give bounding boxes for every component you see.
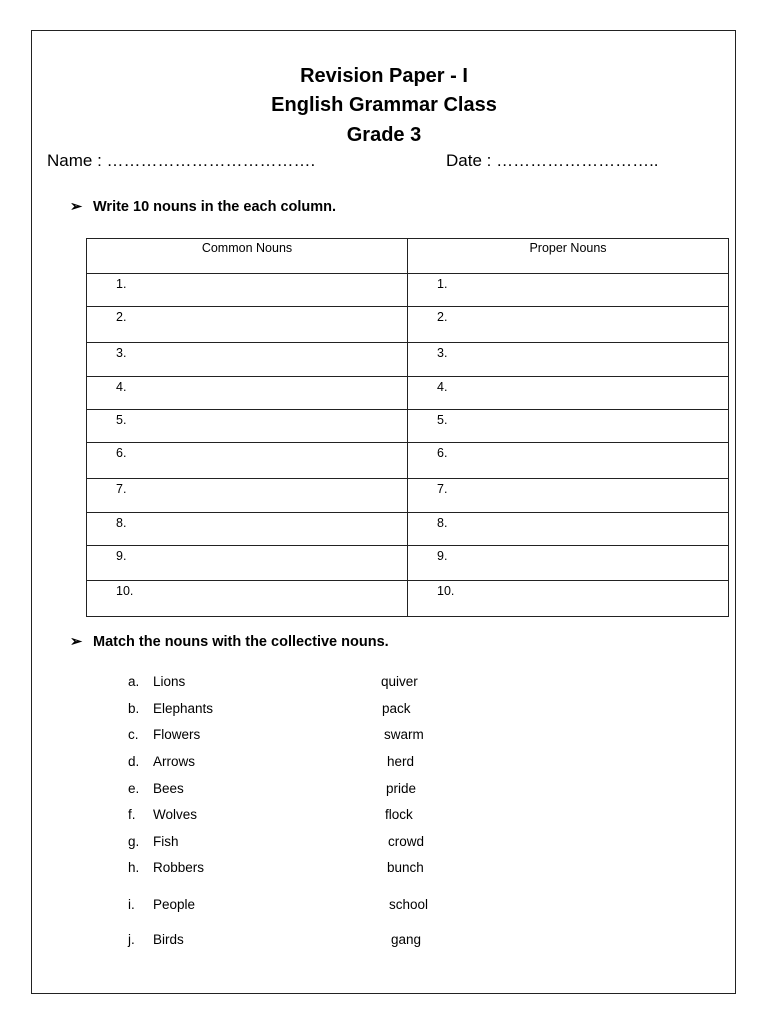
instruction-text: Write 10 nouns in the each column. — [93, 199, 337, 215]
proper-noun-cell[interactable] — [408, 307, 729, 343]
row-number: 9. — [116, 549, 127, 563]
collective-noun-label: quiver — [381, 674, 418, 689]
match-item — [0, 699, 768, 719]
common-noun-cell[interactable] — [87, 343, 408, 377]
table-row — [87, 581, 729, 617]
noun-label: Bees — [153, 781, 184, 796]
proper-noun-cell[interactable] — [408, 479, 729, 513]
row-number: 1. — [437, 277, 448, 291]
table-row — [87, 513, 729, 546]
match-item — [0, 832, 768, 852]
proper-noun-cell[interactable] — [408, 581, 729, 617]
grade-title: Grade 3 — [346, 124, 422, 146]
common-noun-cell[interactable] — [87, 274, 408, 307]
row-number: 7. — [437, 482, 448, 496]
row-number: 4. — [116, 380, 127, 394]
noun-label: People — [153, 897, 196, 912]
row-number: 8. — [116, 516, 127, 530]
collective-noun-label: crowd — [388, 834, 425, 849]
match-item — [0, 779, 768, 799]
proper-noun-cell[interactable] — [408, 443, 729, 479]
table-row — [87, 307, 729, 343]
common-noun-cell[interactable] — [87, 377, 408, 410]
match-item — [0, 725, 768, 745]
table-row — [87, 274, 729, 307]
collective-noun-label: pride — [386, 781, 417, 796]
match-item — [0, 672, 768, 692]
nouns-instruction — [70, 197, 336, 217]
noun-label: Wolves — [153, 807, 198, 822]
nouns-table — [86, 238, 729, 617]
match-item — [0, 805, 768, 825]
collective-noun-label: school — [389, 897, 429, 912]
match-item — [0, 858, 768, 878]
item-letter: a. — [128, 674, 140, 689]
row-number: 6. — [437, 446, 448, 460]
row-number: 2. — [437, 310, 448, 324]
arrow-bullet-icon: ➢ — [70, 199, 83, 215]
item-letter: g. — [128, 834, 140, 849]
noun-label: Flowers — [153, 727, 201, 742]
instruction-text: Match the nouns with the collective nouns. — [93, 634, 389, 650]
item-letter: h. — [128, 860, 140, 875]
table-row — [87, 546, 729, 581]
table-row — [87, 410, 729, 443]
row-number: 5. — [437, 413, 448, 427]
collective-noun-label: gang — [391, 932, 422, 947]
row-number: 2. — [116, 310, 127, 324]
collective-noun-label: flock — [385, 807, 413, 822]
common-noun-cell[interactable] — [87, 443, 408, 479]
item-letter: f. — [128, 807, 136, 822]
noun-label: Arrows — [153, 754, 196, 769]
common-noun-cell[interactable] — [87, 581, 408, 617]
item-letter: c. — [128, 727, 139, 742]
proper-noun-cell[interactable] — [408, 513, 729, 546]
collective-noun-label: swarm — [384, 727, 424, 742]
arrow-bullet-icon: ➢ — [70, 634, 83, 650]
row-number: 5. — [116, 413, 127, 427]
noun-label: Fish — [153, 834, 179, 849]
match-item — [0, 752, 768, 772]
proper-noun-cell[interactable] — [408, 546, 729, 581]
proper-noun-cell[interactable] — [408, 410, 729, 443]
match-instruction — [70, 632, 389, 652]
class-title: English Grammar Class — [271, 94, 497, 116]
row-number: 10. — [437, 584, 455, 598]
date-field[interactable]: Date : ……………………….. — [446, 151, 659, 170]
common-noun-cell[interactable] — [87, 546, 408, 581]
proper-noun-cell[interactable] — [408, 377, 729, 410]
table-row — [87, 443, 729, 479]
match-item — [0, 930, 768, 950]
row-number: 10. — [116, 584, 134, 598]
row-number: 8. — [437, 516, 448, 530]
table-row — [87, 377, 729, 410]
common-noun-cell[interactable] — [87, 479, 408, 513]
row-number: 3. — [116, 346, 127, 360]
row-number: 1. — [116, 277, 127, 291]
common-noun-cell[interactable] — [87, 307, 408, 343]
item-letter: j. — [128, 932, 135, 947]
noun-label: Birds — [153, 932, 184, 947]
noun-label: Robbers — [153, 860, 205, 875]
item-letter: e. — [128, 781, 140, 796]
proper-noun-cell[interactable] — [408, 274, 729, 307]
table-row — [87, 343, 729, 377]
row-number: 6. — [116, 446, 127, 460]
collective-noun-label: bunch — [387, 860, 424, 875]
paper-title: Revision Paper - I — [300, 65, 468, 87]
item-letter: i. — [128, 897, 135, 912]
table-row — [87, 479, 729, 513]
common-noun-cell[interactable] — [87, 410, 408, 443]
match-item — [0, 895, 768, 915]
column-header-common: Common Nouns — [87, 239, 408, 274]
noun-label: Elephants — [153, 701, 214, 716]
row-number: 7. — [116, 482, 127, 496]
item-letter: d. — [128, 754, 140, 769]
column-header-proper: Proper Nouns — [408, 239, 729, 274]
collective-noun-label: herd — [387, 754, 415, 769]
name-field[interactable]: Name : ………………………………. — [47, 151, 316, 170]
proper-noun-cell[interactable] — [408, 343, 729, 377]
common-noun-cell[interactable] — [87, 513, 408, 546]
row-number: 9. — [437, 549, 448, 563]
noun-label: Lions — [153, 674, 186, 689]
row-number: 3. — [437, 346, 448, 360]
item-letter: b. — [128, 701, 140, 716]
row-number: 4. — [437, 380, 448, 394]
collective-noun-label: pack — [382, 701, 411, 716]
